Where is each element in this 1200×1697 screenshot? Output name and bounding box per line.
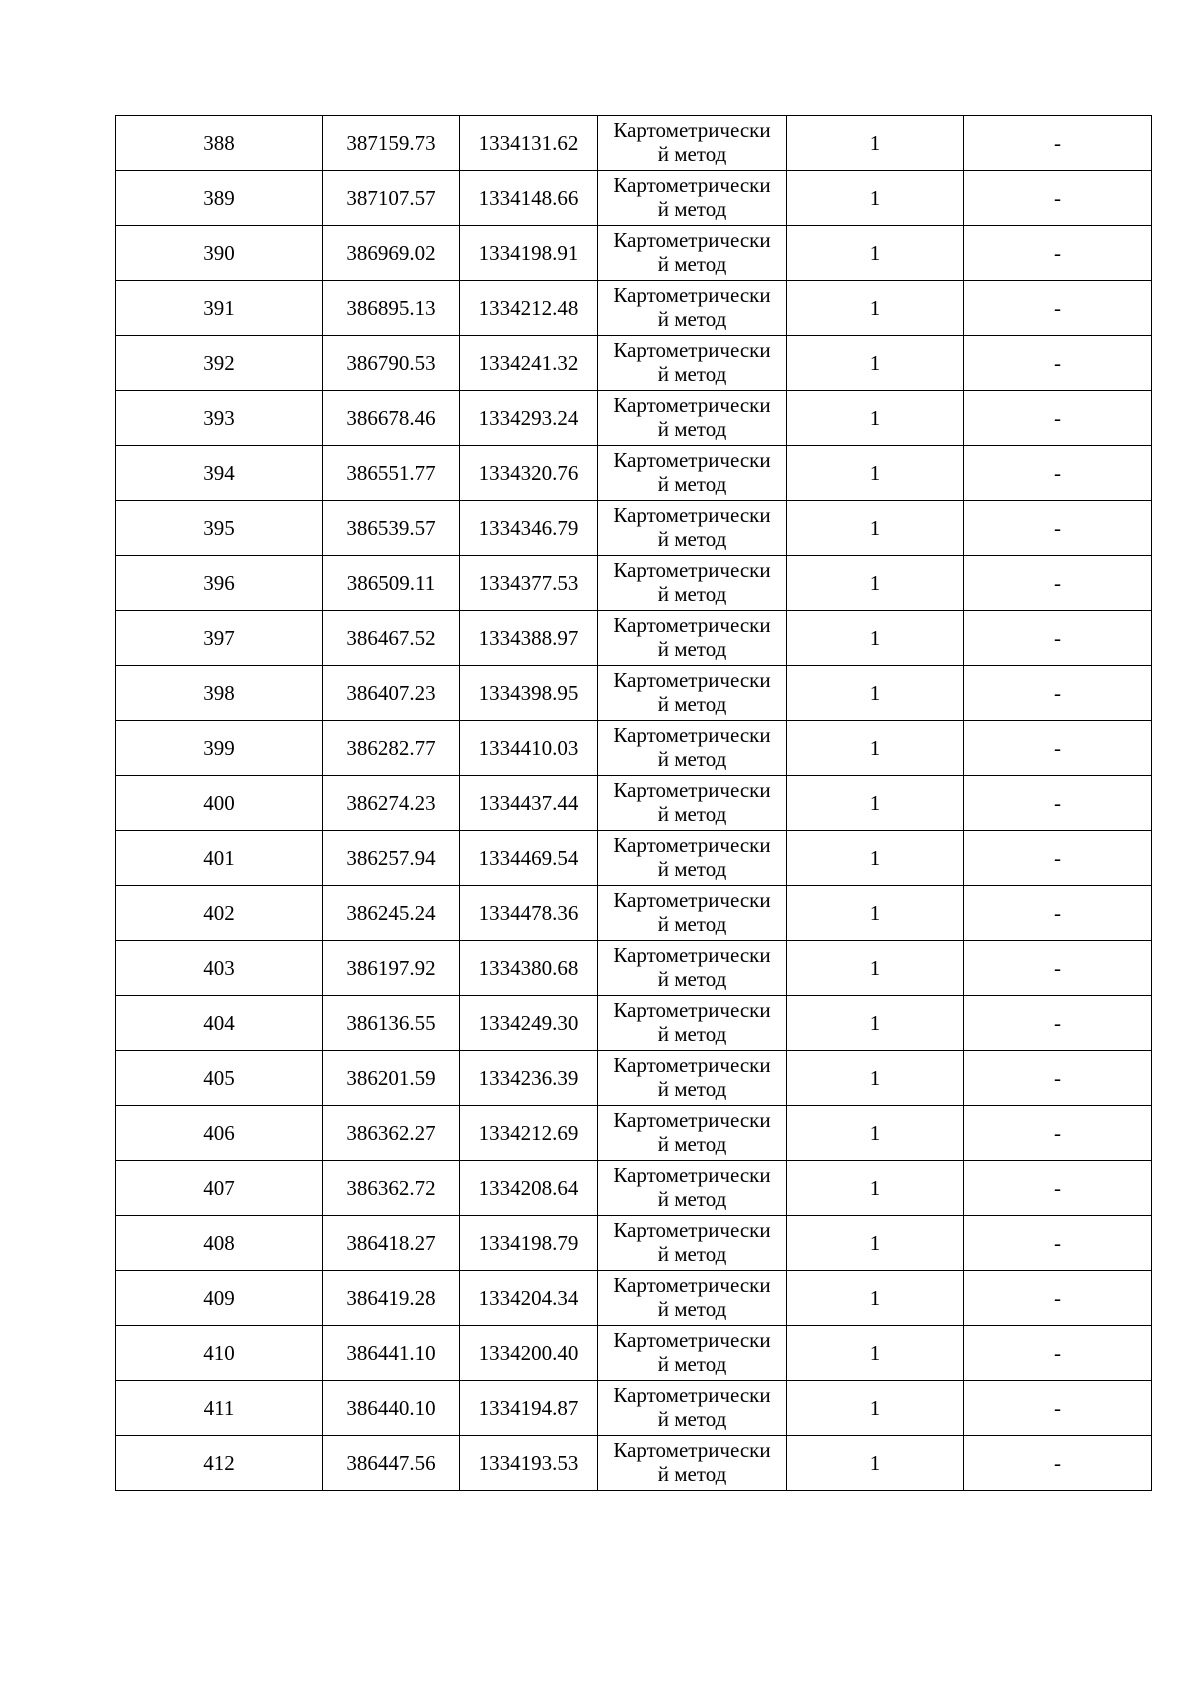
precision-cell: 1 (787, 721, 964, 776)
y-coordinate-cell: 1334249.30 (460, 996, 598, 1051)
method-line-1: Картометрически (613, 1218, 771, 1243)
table-row (116, 281, 1152, 336)
x-coordinate-cell: 386969.02 (323, 226, 460, 281)
method-line-2: й метод (657, 912, 727, 936)
method-cell (598, 556, 787, 611)
point-number-cell: 412 (116, 1436, 323, 1491)
precision-cell: 1 (787, 1381, 964, 1436)
method-line-2: й метод (657, 1407, 727, 1431)
x-coordinate-cell: 387159.73 (323, 116, 460, 171)
x-coordinate-cell: 386419.28 (323, 1271, 460, 1326)
y-coordinate-cell: 1334377.53 (460, 556, 598, 611)
method-cell (598, 226, 787, 281)
y-coordinate-cell: 1334293.24 (460, 391, 598, 446)
method-cell (598, 116, 787, 171)
table-row (116, 886, 1152, 941)
method-line-2: й метод (657, 637, 727, 661)
point-number-cell: 402 (116, 886, 323, 941)
method-cell (598, 1051, 787, 1106)
precision-cell: 1 (787, 666, 964, 721)
method-line-1: Картометрически (613, 723, 771, 748)
table-row (116, 1326, 1152, 1381)
precision-cell: 1 (787, 1051, 964, 1106)
y-coordinate-cell: 1334380.68 (460, 941, 598, 996)
point-number-cell: 399 (116, 721, 323, 776)
point-number-cell: 397 (116, 611, 323, 666)
x-coordinate-cell: 386362.72 (323, 1161, 460, 1216)
method-cell (598, 1381, 787, 1436)
y-coordinate-cell: 1334208.64 (460, 1161, 598, 1216)
precision-cell: 1 (787, 996, 964, 1051)
point-number-cell: 389 (116, 171, 323, 226)
method-line-2: й метод (657, 802, 727, 826)
method-cell (598, 1216, 787, 1271)
precision-cell: 1 (787, 831, 964, 886)
method-line-2: й метод (657, 472, 727, 496)
method-line-2: й метод (657, 1132, 727, 1156)
method-cell (598, 831, 787, 886)
precision-cell: 1 (787, 391, 964, 446)
method-line-2: й метод (657, 747, 727, 771)
method-line-1: Картометрически (613, 1273, 771, 1298)
table-row (116, 776, 1152, 831)
x-coordinate-cell: 386257.94 (323, 831, 460, 886)
x-coordinate-cell: 386441.10 (323, 1326, 460, 1381)
note-cell: - (964, 1161, 1152, 1216)
method-line-2: й метод (657, 1297, 727, 1321)
point-number-cell: 406 (116, 1106, 323, 1161)
method-cell (598, 1106, 787, 1161)
method-line-2: й метод (657, 527, 727, 551)
point-number-cell: 394 (116, 446, 323, 501)
y-coordinate-cell: 1334200.40 (460, 1326, 598, 1381)
note-cell: - (964, 391, 1152, 446)
table-row (116, 171, 1152, 226)
method-line-2: й метод (657, 1242, 727, 1266)
x-coordinate-cell: 386197.92 (323, 941, 460, 996)
method-line-2: й метод (657, 857, 727, 881)
x-coordinate-cell: 386362.27 (323, 1106, 460, 1161)
method-line-1: Картометрически (613, 448, 771, 473)
method-line-2: й метод (657, 1462, 727, 1486)
point-number-cell: 398 (116, 666, 323, 721)
method-cell (598, 281, 787, 336)
precision-cell: 1 (787, 1271, 964, 1326)
y-coordinate-cell: 1334194.87 (460, 1381, 598, 1436)
method-line-1: Картометрически (613, 998, 771, 1023)
method-line-1: Картометрически (613, 228, 771, 253)
precision-cell: 1 (787, 226, 964, 281)
method-cell (598, 996, 787, 1051)
precision-cell: 1 (787, 556, 964, 611)
method-line-1: Картометрически (613, 338, 771, 363)
note-cell: - (964, 1051, 1152, 1106)
point-number-cell: 405 (116, 1051, 323, 1106)
precision-cell: 1 (787, 1326, 964, 1381)
point-number-cell: 408 (116, 1216, 323, 1271)
point-number-cell: 392 (116, 336, 323, 391)
method-line-2: й метод (657, 967, 727, 991)
method-line-1: Картометрически (613, 1163, 771, 1188)
point-number-cell: 396 (116, 556, 323, 611)
note-cell: - (964, 1216, 1152, 1271)
y-coordinate-cell: 1334388.97 (460, 611, 598, 666)
method-cell (598, 391, 787, 446)
y-coordinate-cell: 1334148.66 (460, 171, 598, 226)
precision-cell: 1 (787, 1161, 964, 1216)
method-cell (598, 941, 787, 996)
method-line-1: Картометрически (613, 943, 771, 968)
y-coordinate-cell: 1334410.03 (460, 721, 598, 776)
table-row (116, 226, 1152, 281)
y-coordinate-cell: 1334469.54 (460, 831, 598, 886)
method-line-1: Картометрически (613, 503, 771, 528)
note-cell: - (964, 721, 1152, 776)
precision-cell: 1 (787, 611, 964, 666)
note-cell: - (964, 1436, 1152, 1491)
precision-cell: 1 (787, 171, 964, 226)
note-cell: - (964, 446, 1152, 501)
note-cell: - (964, 611, 1152, 666)
method-line-2: й метод (657, 362, 727, 386)
method-line-1: Картометрически (613, 558, 771, 583)
note-cell: - (964, 886, 1152, 941)
table-row (116, 1271, 1152, 1326)
precision-cell: 1 (787, 1436, 964, 1491)
point-number-cell: 409 (116, 1271, 323, 1326)
note-cell: - (964, 336, 1152, 391)
y-coordinate-cell: 1334346.79 (460, 501, 598, 556)
note-cell: - (964, 941, 1152, 996)
x-coordinate-cell: 386551.77 (323, 446, 460, 501)
x-coordinate-cell: 386245.24 (323, 886, 460, 941)
method-cell (598, 721, 787, 776)
method-line-2: й метод (657, 582, 727, 606)
table-row (116, 666, 1152, 721)
y-coordinate-cell: 1334193.53 (460, 1436, 598, 1491)
x-coordinate-cell: 386274.23 (323, 776, 460, 831)
document-page (115, 115, 1152, 1491)
table-row (116, 996, 1152, 1051)
y-coordinate-cell: 1334236.39 (460, 1051, 598, 1106)
table-row (116, 1216, 1152, 1271)
method-line-2: й метод (657, 1352, 727, 1376)
note-cell: - (964, 1271, 1152, 1326)
y-coordinate-cell: 1334198.79 (460, 1216, 598, 1271)
x-coordinate-cell: 386467.52 (323, 611, 460, 666)
y-coordinate-cell: 1334320.76 (460, 446, 598, 501)
method-line-1: Картометрически (613, 1438, 771, 1463)
table-row (116, 446, 1152, 501)
y-coordinate-cell: 1334131.62 (460, 116, 598, 171)
point-number-cell: 391 (116, 281, 323, 336)
method-line-2: й метод (657, 692, 727, 716)
note-cell: - (964, 171, 1152, 226)
table-row (116, 336, 1152, 391)
point-number-cell: 401 (116, 831, 323, 886)
y-coordinate-cell: 1334212.48 (460, 281, 598, 336)
method-line-2: й метод (657, 1077, 727, 1101)
method-line-1: Картометрически (613, 1328, 771, 1353)
coordinates-table-body (116, 116, 1152, 1491)
method-line-2: й метод (657, 252, 727, 276)
x-coordinate-cell: 386136.55 (323, 996, 460, 1051)
note-cell: - (964, 1326, 1152, 1381)
point-number-cell: 403 (116, 941, 323, 996)
method-line-1: Картометрически (613, 613, 771, 638)
note-cell: - (964, 1106, 1152, 1161)
table-row (116, 556, 1152, 611)
coordinates-table (115, 115, 1152, 1491)
y-coordinate-cell: 1334198.91 (460, 226, 598, 281)
method-cell (598, 501, 787, 556)
method-line-2: й метод (657, 307, 727, 331)
table-row (116, 391, 1152, 446)
point-number-cell: 388 (116, 116, 323, 171)
table-row (116, 611, 1152, 666)
precision-cell: 1 (787, 941, 964, 996)
method-cell (598, 1326, 787, 1381)
y-coordinate-cell: 1334398.95 (460, 666, 598, 721)
method-line-2: й метод (657, 1187, 727, 1211)
x-coordinate-cell: 386407.23 (323, 666, 460, 721)
method-line-1: Картометрически (613, 1108, 771, 1133)
table-row (116, 941, 1152, 996)
precision-cell: 1 (787, 886, 964, 941)
method-cell (598, 171, 787, 226)
method-line-1: Картометрически (613, 173, 771, 198)
point-number-cell: 390 (116, 226, 323, 281)
method-cell (598, 1271, 787, 1326)
method-cell (598, 446, 787, 501)
precision-cell: 1 (787, 116, 964, 171)
method-cell (598, 1161, 787, 1216)
x-coordinate-cell: 386201.59 (323, 1051, 460, 1106)
x-coordinate-cell: 386282.77 (323, 721, 460, 776)
y-coordinate-cell: 1334241.32 (460, 336, 598, 391)
method-cell (598, 611, 787, 666)
precision-cell: 1 (787, 446, 964, 501)
table-row (116, 116, 1152, 171)
point-number-cell: 393 (116, 391, 323, 446)
precision-cell: 1 (787, 1106, 964, 1161)
x-coordinate-cell: 386895.13 (323, 281, 460, 336)
note-cell: - (964, 831, 1152, 886)
note-cell: - (964, 666, 1152, 721)
method-line-2: й метод (657, 417, 727, 441)
x-coordinate-cell: 387107.57 (323, 171, 460, 226)
x-coordinate-cell: 386790.53 (323, 336, 460, 391)
table-row (116, 1051, 1152, 1106)
method-cell (598, 336, 787, 391)
point-number-cell: 410 (116, 1326, 323, 1381)
method-line-1: Картометрически (613, 888, 771, 913)
note-cell: - (964, 556, 1152, 611)
method-cell (598, 666, 787, 721)
precision-cell: 1 (787, 776, 964, 831)
table-row (116, 1436, 1152, 1491)
note-cell: - (964, 116, 1152, 171)
table-row (116, 831, 1152, 886)
x-coordinate-cell: 386447.56 (323, 1436, 460, 1491)
note-cell: - (964, 501, 1152, 556)
precision-cell: 1 (787, 336, 964, 391)
table-row (116, 1161, 1152, 1216)
point-number-cell: 395 (116, 501, 323, 556)
y-coordinate-cell: 1334478.36 (460, 886, 598, 941)
method-line-1: Картометрически (613, 118, 771, 143)
table-row (116, 1106, 1152, 1161)
method-line-1: Картометрически (613, 393, 771, 418)
method-line-1: Картометрически (613, 668, 771, 693)
note-cell: - (964, 1381, 1152, 1436)
table-row (116, 721, 1152, 776)
method-line-1: Картометрически (613, 1053, 771, 1078)
method-line-1: Картометрически (613, 833, 771, 858)
y-coordinate-cell: 1334212.69 (460, 1106, 598, 1161)
point-number-cell: 404 (116, 996, 323, 1051)
method-line-2: й метод (657, 142, 727, 166)
y-coordinate-cell: 1334437.44 (460, 776, 598, 831)
method-line-2: й метод (657, 197, 727, 221)
note-cell: - (964, 996, 1152, 1051)
table-row (116, 1381, 1152, 1436)
precision-cell: 1 (787, 501, 964, 556)
precision-cell: 1 (787, 281, 964, 336)
method-line-1: Картометрически (613, 1383, 771, 1408)
precision-cell: 1 (787, 1216, 964, 1271)
x-coordinate-cell: 386678.46 (323, 391, 460, 446)
x-coordinate-cell: 386509.11 (323, 556, 460, 611)
x-coordinate-cell: 386539.57 (323, 501, 460, 556)
method-cell (598, 1436, 787, 1491)
table-row (116, 501, 1152, 556)
point-number-cell: 400 (116, 776, 323, 831)
method-cell (598, 776, 787, 831)
method-line-1: Картометрически (613, 778, 771, 803)
x-coordinate-cell: 386418.27 (323, 1216, 460, 1271)
method-line-2: й метод (657, 1022, 727, 1046)
y-coordinate-cell: 1334204.34 (460, 1271, 598, 1326)
x-coordinate-cell: 386440.10 (323, 1381, 460, 1436)
point-number-cell: 411 (116, 1381, 323, 1436)
method-cell (598, 886, 787, 941)
note-cell: - (964, 281, 1152, 336)
method-line-1: Картометрически (613, 283, 771, 308)
point-number-cell: 407 (116, 1161, 323, 1216)
note-cell: - (964, 776, 1152, 831)
note-cell: - (964, 226, 1152, 281)
